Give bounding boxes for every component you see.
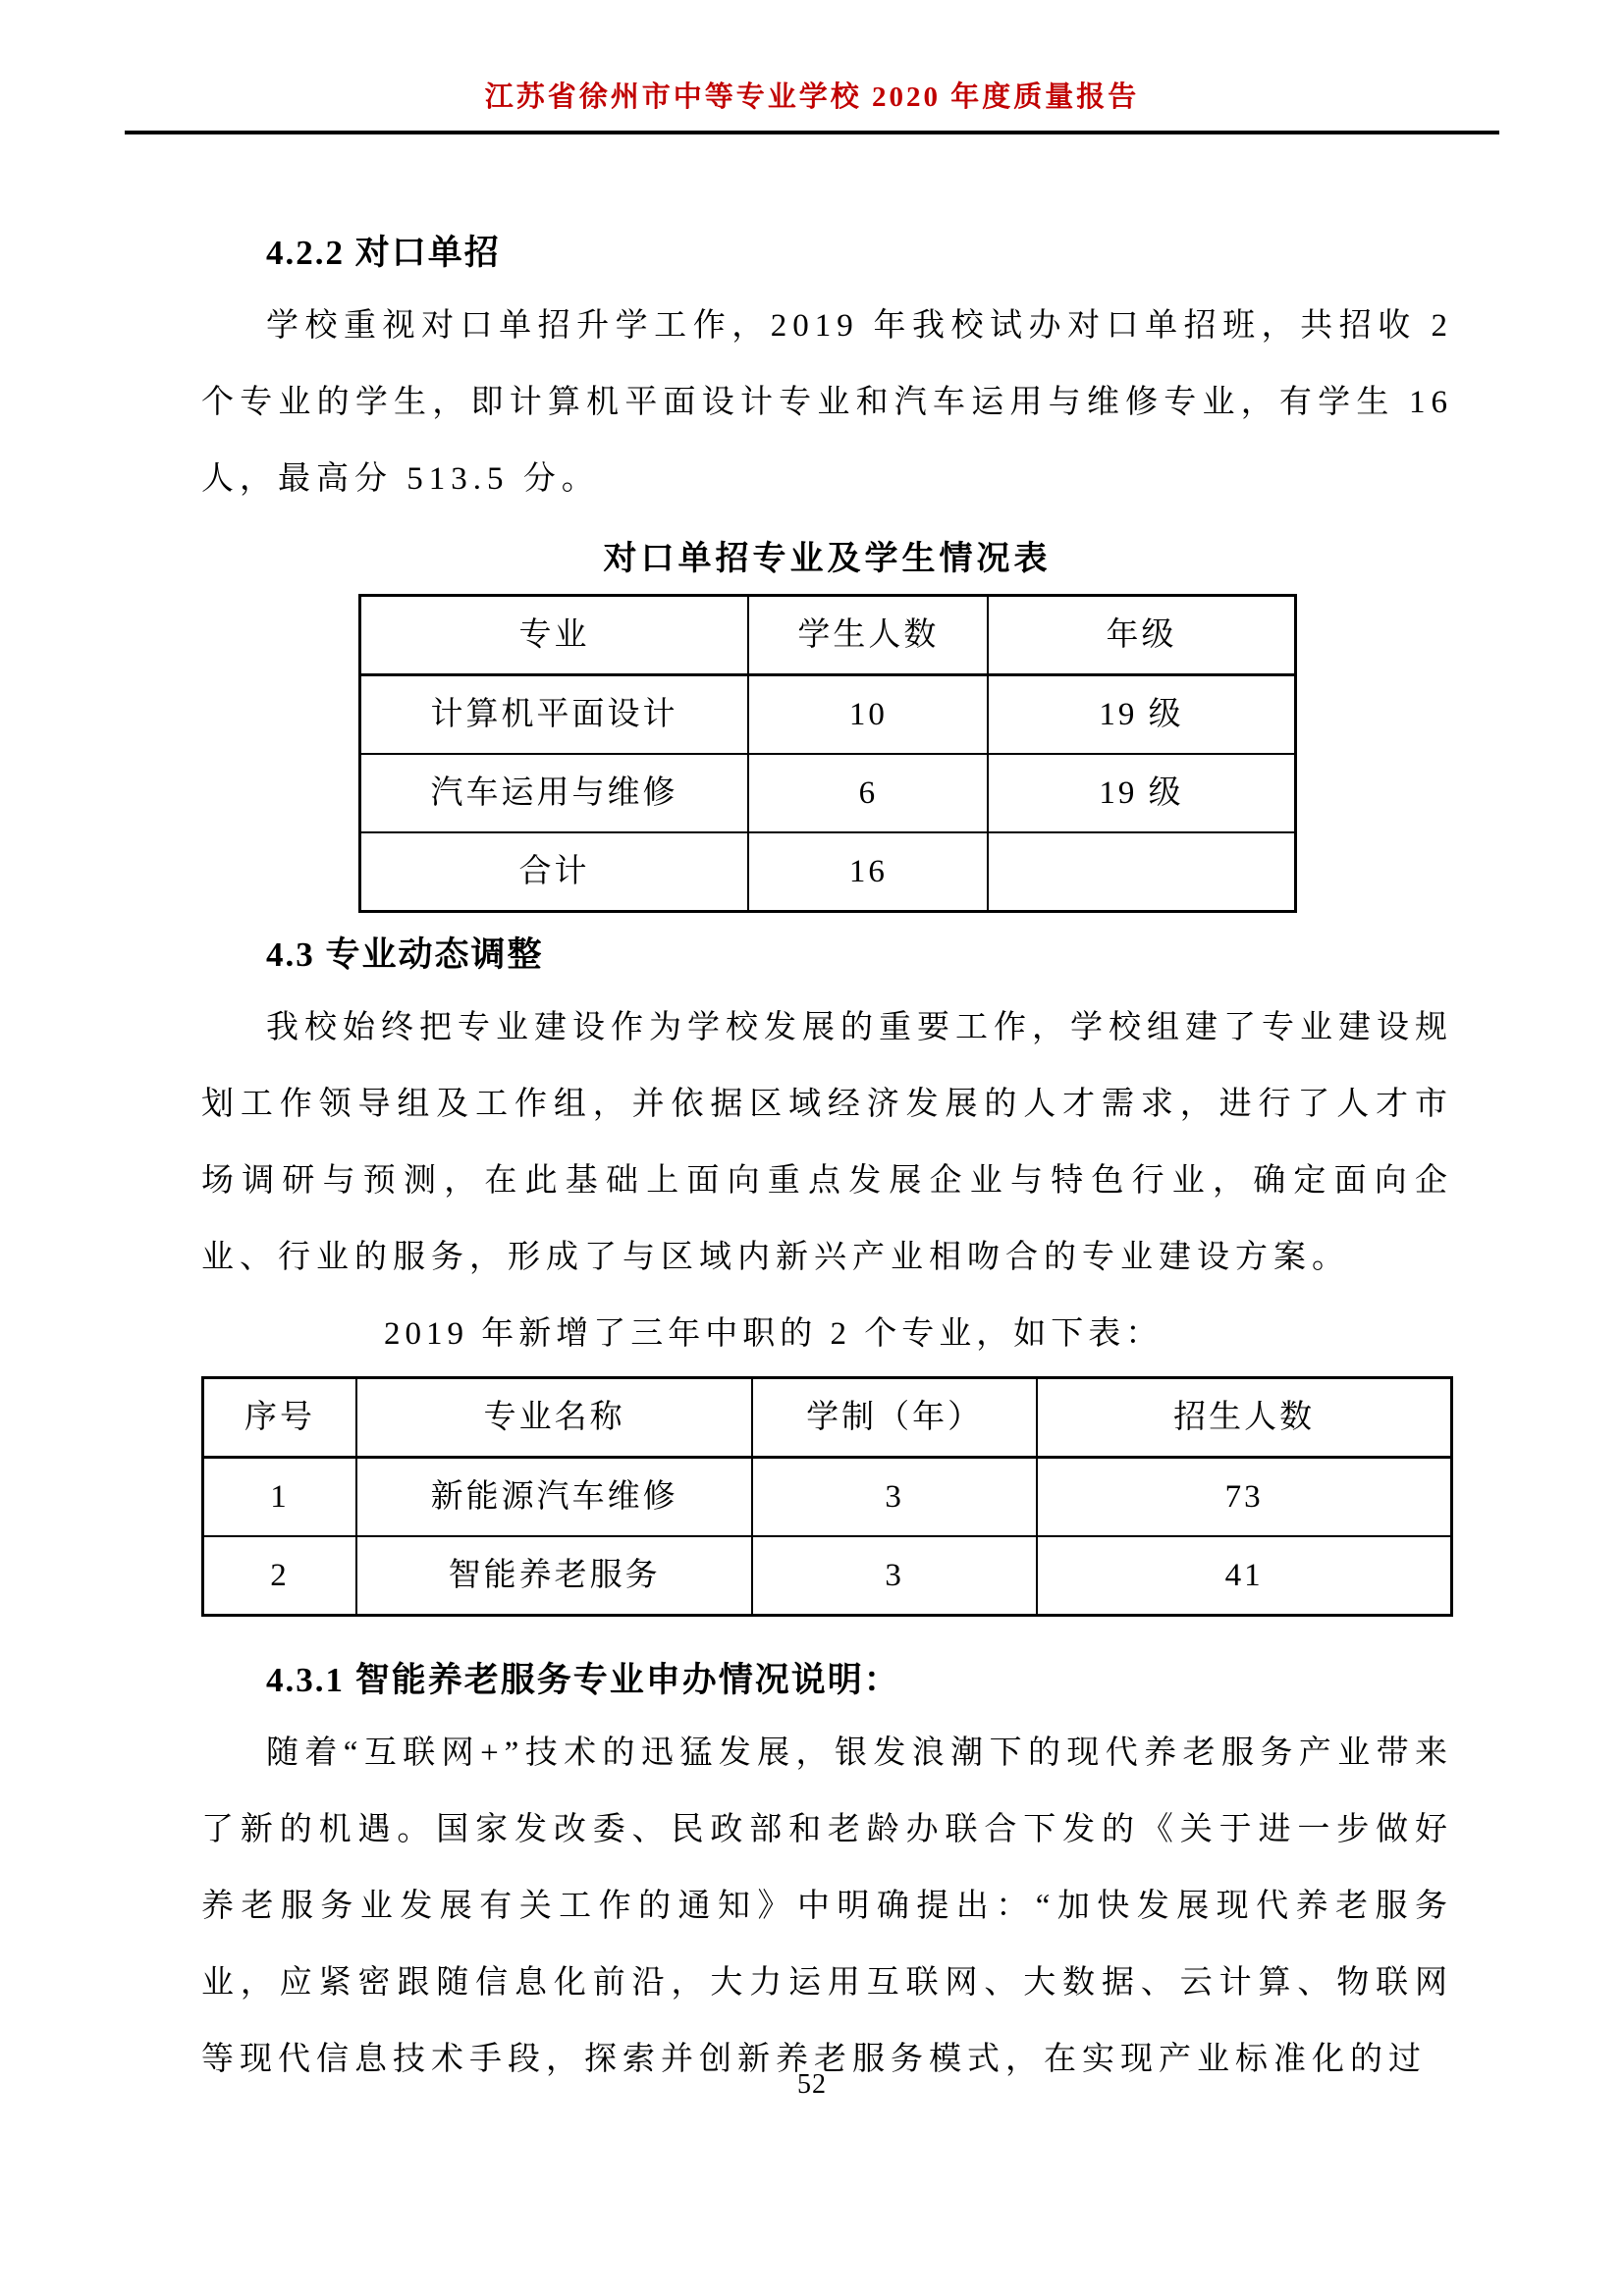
paragraph-major-adjustment: 我校始终把专业建设作为学校发展的重要工作，学校组建了专业建设规划工作领导组及工作组，并依据区域经济发展的人才需求，进行了人才市场调研与预测，在此基础上面向重点发展企业与特色行业，确定面向企业、行业的服务，形成了与区域内新兴产业相吻合的专业建设方案。: [201, 1010, 1453, 1275]
page-number: 52: [797, 2069, 827, 2100]
table-cell: 汽车运用与维修: [359, 754, 748, 832]
table-row: [359, 675, 1295, 755]
running-header: 江苏省徐州市中等专业学校 2020 年度质量报告: [484, 81, 1140, 113]
heading-4-3-1: 4.3.1 智能养老服务专业申办情况说明：: [266, 1661, 900, 1699]
column-header: 招生人数: [1037, 1378, 1451, 1458]
table-header-row: [203, 1378, 1452, 1458]
table-cell: 3: [752, 1458, 1037, 1537]
header-rule: [125, 131, 1499, 134]
table-cell: 智能养老服务: [356, 1536, 752, 1616]
paragraph-danzhao: 学校重视对口单招升学工作，2019 年我校试办对口单招班，共招收 2 个专业的学生，即计算机平面设计专业和汽车运用与维修专业，有学生 16 人，最高分 513.5 分。: [201, 308, 1453, 497]
table-cell: 2: [203, 1536, 356, 1616]
table-row: [203, 1458, 1452, 1537]
table-cell: 16: [748, 832, 988, 912]
column-header: 序号: [203, 1378, 356, 1458]
paragraph-smart-eldercare: 随着“互联网+”技术的迅猛发展，银发浪潮下的现代养老服务产业带来了新的机遇。国家发改委、民政部和老龄办联合下发的《关于进一步做好养老服务业发展有关工作的通知》中明确提出：“加快发展现代养老服务业，应紧密跟随信息化前沿，大力运用互联网、大数据、云计算、物联网等现代信息技术手段，探索并创新养老服务模式，在实现产业标准化的过: [201, 1735, 1453, 2077]
table-cell: 10: [748, 675, 988, 755]
table-cell: 73: [1037, 1458, 1451, 1537]
table2-intro: 2019 年新增了三年中职的 2 个专业，如下表：: [384, 1316, 1164, 1352]
page-content: [201, 229, 1453, 2098]
table-cell: 41: [1037, 1536, 1451, 1616]
table-cell: 1: [203, 1458, 356, 1537]
table-cell: 新能源汽车维修: [356, 1458, 752, 1537]
table-header-row: [359, 596, 1295, 675]
column-header: 专业名称: [356, 1378, 752, 1458]
heading-4-3: 4.3 专业动态调整: [266, 935, 544, 974]
column-header: 专业: [359, 596, 748, 675]
table-row: [203, 1536, 1452, 1616]
table-cell: 19 级: [988, 675, 1295, 755]
heading-4-2-2: 4.2.2 对口单招: [266, 234, 501, 272]
column-header: 学制（年）: [752, 1378, 1037, 1458]
table-new-majors: [201, 1376, 1453, 1617]
table-cell: 计算机平面设计: [359, 675, 748, 755]
table-cell: 3: [752, 1536, 1037, 1616]
column-header: 学生人数: [748, 596, 988, 675]
table1-title: 对口单招专业及学生情况表: [603, 541, 1052, 577]
table-cell: 19 级: [988, 754, 1295, 832]
table-cell: 6: [748, 754, 988, 832]
table-row: [359, 754, 1295, 832]
table-danzhao-majors: [358, 594, 1297, 913]
table-cell: 合计: [359, 832, 748, 912]
table-row: [359, 832, 1295, 912]
table-cell: [988, 832, 1295, 912]
column-header: 年级: [988, 596, 1295, 675]
